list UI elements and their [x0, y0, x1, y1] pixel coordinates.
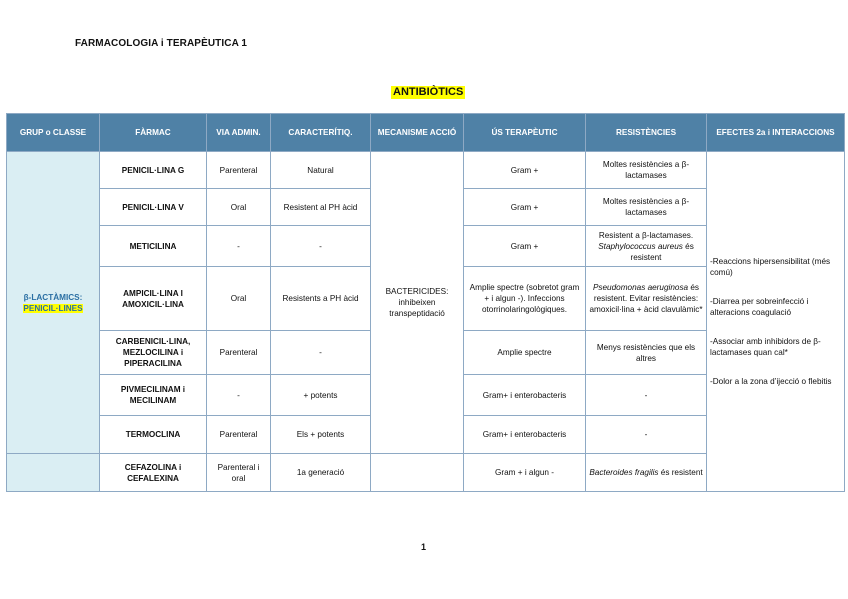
via-cell: Oral [207, 189, 271, 226]
res-text: Resistent a β-lactamases. [598, 230, 694, 240]
via-cell: Parenteral i oral [207, 454, 271, 492]
us-cell: Amplie spectre [464, 331, 586, 375]
res-organism: Bacteroides fragilis [589, 468, 659, 477]
caract-cell: - [271, 331, 371, 375]
group-sublabel: PENICIL·LINES [23, 303, 83, 313]
table-row [7, 152, 845, 189]
via-cell: Oral [207, 267, 271, 331]
farmac-cell: METICILINA [100, 226, 207, 267]
col-header-mecanisme: MECANISME ACCIÓ [371, 114, 464, 152]
res-text: és resistent [630, 241, 694, 262]
via-cell: - [207, 226, 271, 267]
caract-cell: Resistents a PH àcid [271, 267, 371, 331]
mechanism-cell [371, 152, 464, 454]
res-cell [586, 226, 707, 267]
farmac-cell: CEFAZOLINA i CEFALEXINA [100, 454, 207, 492]
farmac-cell: TERMOCLINA [100, 416, 207, 454]
res-cell: - [586, 416, 707, 454]
effect-item: -Reaccions hipersensibilitat (més comú) [710, 257, 831, 277]
caract-cell: Els + potents [271, 416, 371, 454]
us-cell: Gram + [464, 189, 586, 226]
us-cell: Gram+ i enterobacteris [464, 375, 586, 416]
via-cell: Parenteral [207, 331, 271, 375]
res-cell: Menys resistències que els altres [586, 331, 707, 375]
group-cell [7, 152, 100, 454]
us-cell: Gram + [464, 226, 586, 267]
mechanism-cell-empty [371, 454, 464, 492]
res-text: és resistent. Evitar resistències: amoxicil·lina + àcid clavulàmic* [589, 283, 703, 314]
effect-item: -Dolor a la zona d’ijecció o flebitis [710, 377, 832, 386]
col-header-farmac: FÀRMAC [100, 114, 207, 152]
caract-cell: + potents [271, 375, 371, 416]
col-header-grup: GRUP o CLASSE [7, 114, 100, 152]
farmac-cell: PIVMECILINAM i MECILINAM [100, 375, 207, 416]
table-header-row [7, 114, 845, 152]
farmac-cell: PENICIL·LINA G [100, 152, 207, 189]
document-title: ANTIBIÒTICS [393, 86, 464, 98]
res-cell: - [586, 375, 707, 416]
caract-cell: - [271, 226, 371, 267]
us-cell: Amplie spectre (sobretot gram + i algun -). Infeccions otorrinolaringològiques. [464, 267, 586, 331]
farmac-cell: AMPICIL·LINA I AMOXICIL·LINA [100, 267, 207, 331]
res-organism: Pseudomonas aeruginosa [592, 283, 689, 292]
group-cell-empty [7, 454, 100, 492]
col-header-efectes: EFECTES 2a i INTERACCIONS [707, 114, 845, 152]
us-cell: Gram + i algun - [464, 454, 586, 492]
document-header: FARMACOLOGIA i TERAPÈUTICA 1 [75, 38, 248, 49]
via-cell: Parenteral [207, 152, 271, 189]
effects-cell [707, 152, 845, 492]
res-cell: Moltes resistències a β-lactamases [586, 189, 707, 226]
caract-cell: 1a generació [271, 454, 371, 492]
mechanism-text: inhibeixen transpeptidació [389, 298, 445, 318]
via-cell: - [207, 375, 271, 416]
us-cell: Gram + [464, 152, 586, 189]
res-cell [586, 454, 707, 492]
col-header-caract: CARACTERÍTIQ. [271, 114, 371, 152]
caract-cell: Resistent al PH àcid [271, 189, 371, 226]
res-cell [586, 267, 707, 331]
farmac-cell: PENICIL·LINA V [100, 189, 207, 226]
via-cell: Parenteral [207, 416, 271, 454]
col-header-us: ÚS TERAPÈUTIC [464, 114, 586, 152]
res-text: és resistent [660, 468, 703, 477]
res-cell: Moltes resistències a β-lactamases [586, 152, 707, 189]
group-label: β-LACTÀMICS: [23, 292, 83, 302]
col-header-resistencies: RESISTÈNCIES [586, 114, 707, 152]
mechanism-title: BACTERICIDES: [385, 287, 449, 296]
caract-cell: Natural [271, 152, 371, 189]
res-organism: Staphylococcus aureus [598, 241, 683, 251]
effect-item: -Diarrea per sobreinfecció i alteracions coagulació [710, 297, 809, 317]
farmac-cell: CARBENICIL·LINA, MEZLOCILINA i PIPERACILINA [100, 331, 207, 375]
antibiotics-table [6, 113, 845, 492]
col-header-via: VIA ADMIN. [207, 114, 271, 152]
effect-item: -Associar amb inhibidors de β-lactamases quan cal* [710, 337, 821, 357]
us-cell: Gram+ i enterobacteris [464, 416, 586, 454]
page-number: 1 [421, 542, 427, 552]
